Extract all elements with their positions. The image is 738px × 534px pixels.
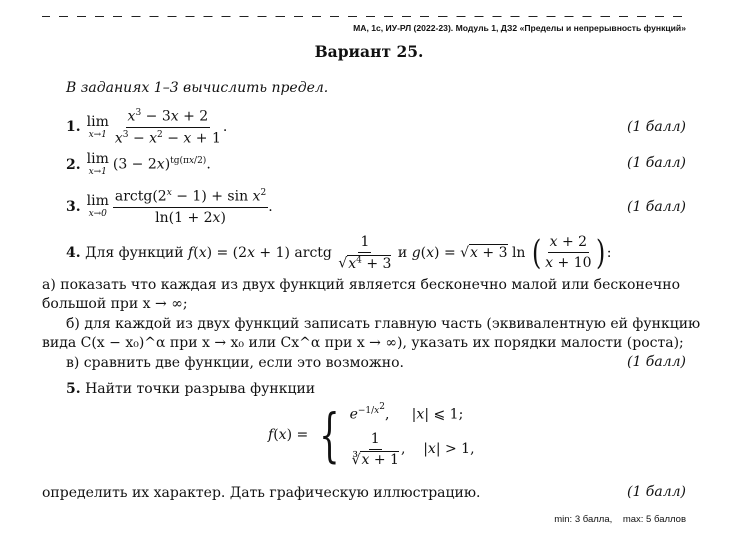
task-5-end: определить их характер. Дать графическую иллюстрацию.	[42, 485, 481, 501]
task-4-g-fraction: $\frac{x + 2}{x + 10}$	[545, 234, 592, 272]
left-brace: {	[318, 400, 340, 469]
task-4a-line2: большой при x → ∞;	[42, 296, 188, 312]
task-4-f-fraction: $\frac{1}{√x^4 + 3}$	[338, 234, 392, 272]
task-3-points: (1 балл)	[626, 199, 686, 215]
task-1-number: 1.	[66, 119, 81, 136]
limit-operator: lim x→0	[86, 193, 109, 220]
task-4-number: 4.	[66, 244, 81, 261]
intro-text: В заданиях 1–3 вычислить предел.	[66, 80, 329, 96]
limit-operator: lim x→1	[86, 151, 109, 177]
task-1-fraction: $\frac{x^3 - 3x + 2}{x^3 - x^2 - x + 1}$	[114, 108, 221, 147]
task-3-number: 3.	[66, 198, 81, 215]
task-5-number: 5.	[66, 381, 81, 397]
task-3: 3. lim x→0 $\frac{arctg(2^x - 1) + \sin x^2}{\ln(1 + 2x)}$ .	[66, 188, 273, 226]
score-footer: min: 3 балла, max: 5 баллов	[554, 514, 686, 525]
task-4: 4. Для функций f(x) = (2x + 1) arctg $\frac{1}{√x^4 + 3}$ и g(x) = √x + 3 ln ( $\frac{x + 2}{x + 10}$ ) :	[66, 232, 612, 273]
task-2-points: (1 балл)	[626, 155, 686, 171]
task-4-lead: Для функций	[85, 244, 184, 261]
task-5-text: Найти точки разрыва функции	[85, 381, 316, 397]
document-header: МА, 1с, ИУ-РЛ (2022-23). Модуль 1, ДЗ2 «Пределы и непрерывность функций»	[353, 23, 686, 33]
task-4b-line1: б) для каждой из двух функций записать главную часть (эквивалентную ей функцию	[66, 316, 701, 332]
top-dashed-rule	[42, 16, 686, 17]
task-2: 2. lim x→1 $(3 - 2x)^{tg(\pi x/2)}$.	[66, 151, 211, 177]
task-1-points: (1 балл)	[626, 119, 686, 135]
task-5-points: (1 балл)	[626, 484, 686, 500]
task-1: 1. lim x→1 $\frac{x^3 - 3x + 2}{x^3 - x^2 - x + 1}$ .	[66, 108, 228, 147]
task-5	[66, 380, 315, 399]
variant-title: Вариант 25.	[314, 42, 424, 61]
task-2-number: 2.	[66, 156, 81, 173]
task-4-points: (1 балл)	[626, 354, 686, 370]
task-4c: в) сравнить две функции, если это возможно.	[66, 355, 405, 371]
task-4b-line2: вида C(x − x₀)^α при x → x₀ или Cx^α при x → ∞), указать их порядки малости (роста);	[42, 335, 684, 351]
task-4a-line1: а) показать что каждая из двух функций является бесконечно малой или бесконечно	[42, 277, 681, 293]
piecewise-function: f(x) = { $e^{-1/x^2}$, |x| ⩽ 1; $\frac{1}{∛x + 1}$ , |x| > 1,	[268, 400, 475, 469]
task-3-fraction: $\frac{arctg(2^x - 1) + \sin x^2}{\ln(1 + 2x)}$	[114, 188, 267, 226]
limit-operator: lim x→1	[86, 113, 109, 140]
